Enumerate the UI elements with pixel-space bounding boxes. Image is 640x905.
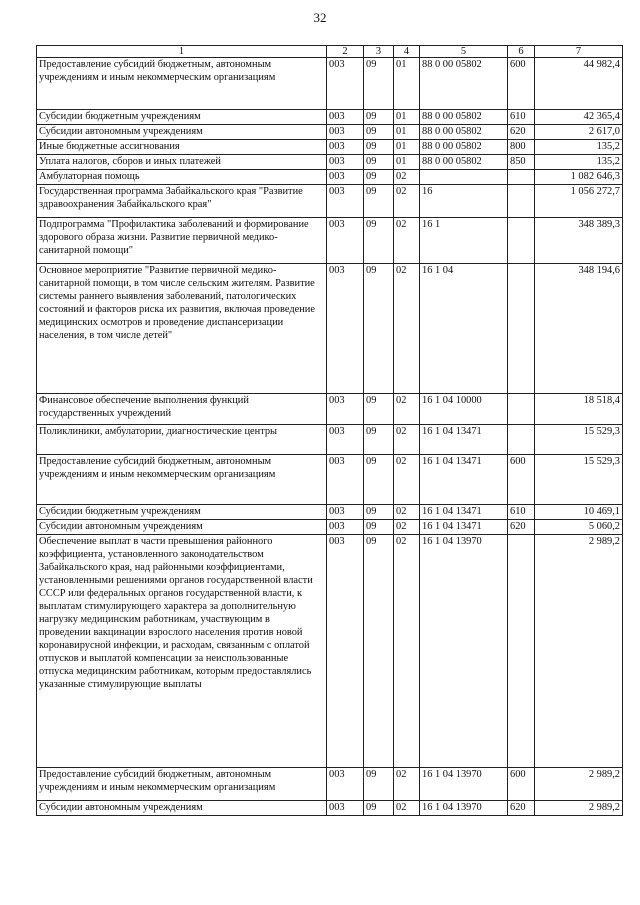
- cell-c2: 003: [327, 110, 364, 125]
- cell-c5: 88 0 00 05802: [420, 110, 508, 125]
- cell-c7: 348 194,6: [535, 264, 623, 394]
- table-row: [37, 218, 623, 264]
- cell-c4: 02: [394, 264, 420, 394]
- cell-c6: [508, 170, 535, 185]
- cell-c5: 16 1 04 13471: [420, 455, 508, 505]
- cell-c2: 003: [327, 768, 364, 801]
- table-row: [37, 264, 623, 394]
- column-header: 4: [394, 46, 420, 58]
- cell-c3: 09: [364, 170, 394, 185]
- cell-c7: 10 469,1: [535, 505, 623, 520]
- cell-c6: [508, 394, 535, 425]
- cell-c5: 88 0 00 05802: [420, 140, 508, 155]
- cell-c4: 02: [394, 170, 420, 185]
- cell-c2: 003: [327, 185, 364, 218]
- row-name: Предоставление субсидий бюджетным, автономным учреждениям и иным некоммерческим организациям: [37, 455, 327, 505]
- cell-c6: 850: [508, 155, 535, 170]
- row-name: Предоставление субсидий бюджетным, автономным учреждениям и иным некоммерческим организациям: [37, 58, 327, 110]
- row-name: Субсидии автономным учреждениям: [37, 520, 327, 535]
- budget-table: [36, 45, 623, 816]
- cell-c4: 01: [394, 155, 420, 170]
- cell-c2: 003: [327, 155, 364, 170]
- row-name: Субсидии бюджетным учреждениям: [37, 110, 327, 125]
- table-row: [37, 455, 623, 505]
- row-name: Предоставление субсидий бюджетным, автономным учреждениям и иным некоммерческим организациям: [37, 768, 327, 801]
- table-row: [37, 520, 623, 535]
- cell-c4: 02: [394, 455, 420, 505]
- column-header: 5: [420, 46, 508, 58]
- cell-c2: 003: [327, 140, 364, 155]
- cell-c7: 135,2: [535, 140, 623, 155]
- cell-c7: 2 989,2: [535, 768, 623, 801]
- cell-c6: 610: [508, 505, 535, 520]
- cell-c2: 003: [327, 505, 364, 520]
- cell-c7: 2 989,2: [535, 535, 623, 768]
- cell-c6: [508, 535, 535, 768]
- cell-c6: [508, 264, 535, 394]
- cell-c7: 15 529,3: [535, 425, 623, 455]
- column-header: 6: [508, 46, 535, 58]
- cell-c3: 09: [364, 264, 394, 394]
- table-row: [37, 125, 623, 140]
- cell-c3: 09: [364, 218, 394, 264]
- cell-c6: 620: [508, 125, 535, 140]
- cell-c5: 16 1 04 10000: [420, 394, 508, 425]
- cell-c4: 02: [394, 535, 420, 768]
- table-row: [37, 505, 623, 520]
- cell-c5: 16 1 04 13970: [420, 801, 508, 816]
- column-header: 3: [364, 46, 394, 58]
- cell-c6: 620: [508, 801, 535, 816]
- cell-c4: 02: [394, 425, 420, 455]
- cell-c7: 2 617,0: [535, 125, 623, 140]
- cell-c4: 02: [394, 394, 420, 425]
- cell-c3: 09: [364, 801, 394, 816]
- cell-c5: 16 1 04 13471: [420, 520, 508, 535]
- cell-c5: 16 1 04: [420, 264, 508, 394]
- row-name: Подпрограмма "Профилактика заболеваний и формирование здорового образа жизни. Развитие первичной медико-санитарной помощи": [37, 218, 327, 264]
- row-name: Иные бюджетные ассигнования: [37, 140, 327, 155]
- cell-c4: 02: [394, 768, 420, 801]
- cell-c2: 003: [327, 535, 364, 768]
- cell-c6: [508, 185, 535, 218]
- cell-c3: 09: [364, 140, 394, 155]
- cell-c5: 88 0 00 05802: [420, 125, 508, 140]
- page-number: 32: [313, 10, 327, 25]
- cell-c3: 09: [364, 125, 394, 140]
- cell-c6: 800: [508, 140, 535, 155]
- row-name: Уплата налогов, сборов и иных платежей: [37, 155, 327, 170]
- cell-c5: 88 0 00 05802: [420, 155, 508, 170]
- cell-c4: 02: [394, 218, 420, 264]
- cell-c2: 003: [327, 58, 364, 110]
- cell-c6: [508, 218, 535, 264]
- cell-c4: 01: [394, 58, 420, 110]
- cell-c5: 16 1: [420, 218, 508, 264]
- cell-c3: 09: [364, 425, 394, 455]
- cell-c3: 09: [364, 110, 394, 125]
- row-name: Субсидии автономным учреждениям: [37, 801, 327, 816]
- row-name: Субсидии бюджетным учреждениям: [37, 505, 327, 520]
- cell-c7: 2 989,2: [535, 801, 623, 816]
- table-row: [37, 110, 623, 125]
- cell-c3: 09: [364, 768, 394, 801]
- cell-c6: 600: [508, 455, 535, 505]
- cell-c3: 09: [364, 535, 394, 768]
- cell-c4: 02: [394, 185, 420, 218]
- cell-c6: 600: [508, 58, 535, 110]
- cell-c5: 16 1 04 13471: [420, 425, 508, 455]
- cell-c4: 01: [394, 140, 420, 155]
- table-row: [37, 394, 623, 425]
- cell-c7: 44 982,4: [535, 58, 623, 110]
- column-header: 1: [37, 46, 327, 58]
- cell-c3: 09: [364, 505, 394, 520]
- cell-c3: 09: [364, 58, 394, 110]
- table-row: [37, 535, 623, 768]
- cell-c2: 003: [327, 520, 364, 535]
- row-name: Амбулаторная помощь: [37, 170, 327, 185]
- cell-c5: 88 0 00 05802: [420, 58, 508, 110]
- cell-c3: 09: [364, 455, 394, 505]
- cell-c3: 09: [364, 520, 394, 535]
- cell-c4: 02: [394, 520, 420, 535]
- cell-c7: 135,2: [535, 155, 623, 170]
- cell-c7: 15 529,3: [535, 455, 623, 505]
- cell-c4: 01: [394, 125, 420, 140]
- cell-c7: 1 056 272,7: [535, 185, 623, 218]
- cell-c6: 610: [508, 110, 535, 125]
- cell-c2: 003: [327, 455, 364, 505]
- row-name: Обеспечение выплат в части превышения районного коэффициента, установленного законодательством Забайкальского края, над районными коэффициентами, установленными решениями органов государственной власти СССР или федеральных органов государственной власти, к выплатам стимулирующего характера за дополнительную нагрузку медицинским работникам, участвующим в проведении вакцинации взрослого населения против новой коронавирусной инфекции, и расходам, связанным с оплатой отпусков и выплатой компенсации за неиспользованные отпуска медицинским работникам, которым предоставлялись указанные стимулирующие выплаты: [37, 535, 327, 768]
- cell-c6: 600: [508, 768, 535, 801]
- cell-c2: 003: [327, 394, 364, 425]
- row-name: Субсидии автономным учреждениям: [37, 125, 327, 140]
- cell-c5: [420, 170, 508, 185]
- table-row: [37, 58, 623, 110]
- table-row: [37, 768, 623, 801]
- cell-c7: 42 365,4: [535, 110, 623, 125]
- cell-c5: 16 1 04 13970: [420, 535, 508, 768]
- table-row: [37, 425, 623, 455]
- cell-c2: 003: [327, 218, 364, 264]
- cell-c2: 003: [327, 170, 364, 185]
- column-header: 7: [535, 46, 623, 58]
- cell-c4: 01: [394, 110, 420, 125]
- cell-c6: 620: [508, 520, 535, 535]
- table-row: [37, 170, 623, 185]
- table-row: [37, 155, 623, 170]
- cell-c3: 09: [364, 185, 394, 218]
- row-name: Основное мероприятие "Развитие первичной медико-санитарной помощи, в том числе сельским жителям. Развитие системы раннего выявления заболеваний, патологических состояний и факторов риска их развития, включая проведение медицинских осмотров и проведение диспансеризации населения, в том числе детей": [37, 264, 327, 394]
- column-header: 2: [327, 46, 364, 58]
- cell-c7: 348 389,3: [535, 218, 623, 264]
- cell-c3: 09: [364, 155, 394, 170]
- cell-c2: 003: [327, 125, 364, 140]
- cell-c4: 02: [394, 801, 420, 816]
- table-row: [37, 185, 623, 218]
- cell-c5: 16 1 04 13471: [420, 505, 508, 520]
- cell-c7: 1 082 646,3: [535, 170, 623, 185]
- cell-c3: 09: [364, 394, 394, 425]
- row-name: Государственная программа Забайкальского края "Развитие здравоохранения Забайкальского края": [37, 185, 327, 218]
- row-name: Финансовое обеспечение выполнения функций государственных учреждений: [37, 394, 327, 425]
- table-row: [37, 801, 623, 816]
- cell-c2: 003: [327, 425, 364, 455]
- row-name: Поликлиники, амбулатории, диагностические центры: [37, 425, 327, 455]
- table-row: [37, 140, 623, 155]
- cell-c2: 003: [327, 801, 364, 816]
- cell-c7: 18 518,4: [535, 394, 623, 425]
- cell-c5: 16 1 04 13970: [420, 768, 508, 801]
- cell-c5: 16: [420, 185, 508, 218]
- header-row: [37, 46, 623, 58]
- cell-c2: 003: [327, 264, 364, 394]
- cell-c4: 02: [394, 505, 420, 520]
- cell-c6: [508, 425, 535, 455]
- cell-c7: 5 060,2: [535, 520, 623, 535]
